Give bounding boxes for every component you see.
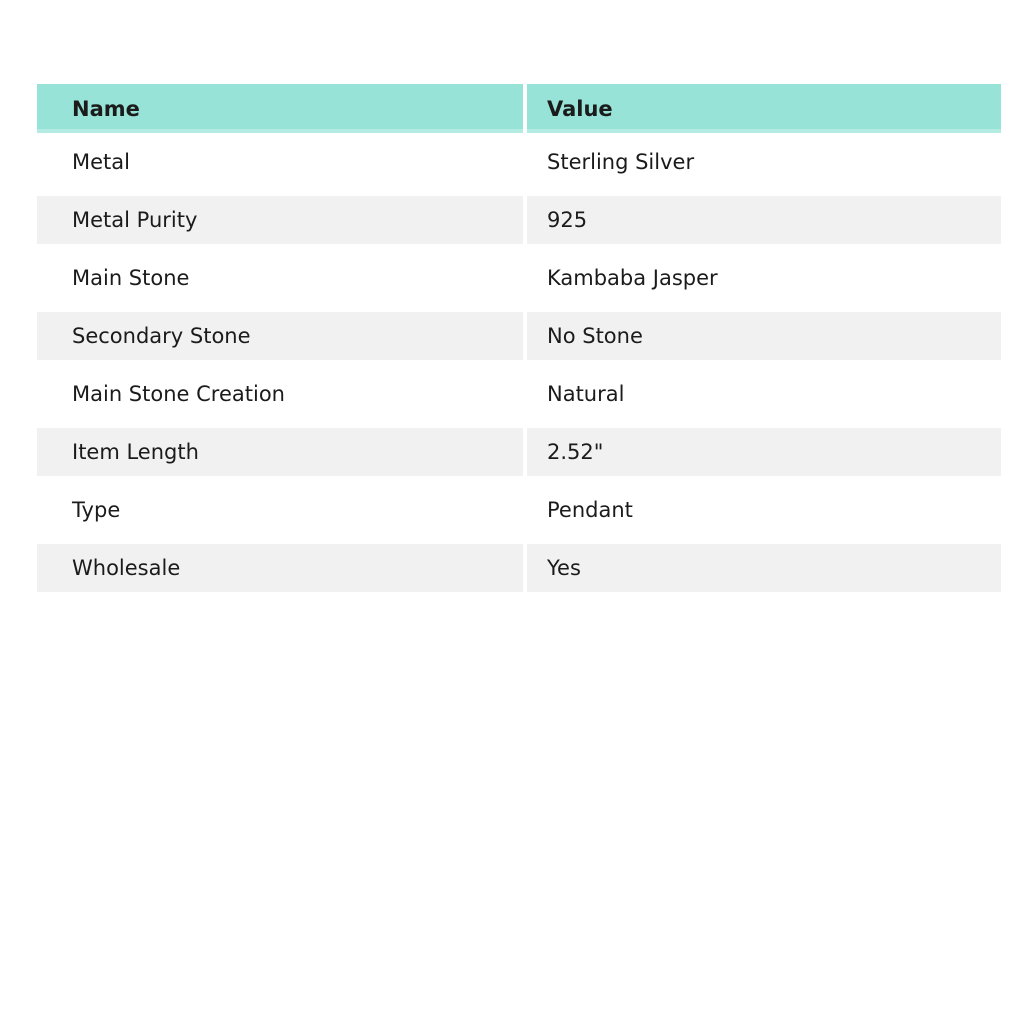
row-value-cell: No Stone <box>523 307 1001 365</box>
row-name-cell: Secondary Stone <box>37 307 523 365</box>
spec-table-body <box>37 133 1001 597</box>
row-name-cell: Main Stone <box>37 249 523 307</box>
column-header-name: Name <box>37 84 523 133</box>
table-row <box>37 539 1001 597</box>
table-row <box>37 365 1001 423</box>
row-name-cell: Item Length <box>37 423 523 481</box>
row-name-cell: Metal Purity <box>37 191 523 249</box>
row-name-cell: Wholesale <box>37 539 523 597</box>
row-name-cell: Main Stone Creation <box>37 365 523 423</box>
row-value-cell: Kambaba Jasper <box>523 249 1001 307</box>
row-name-cell: Type <box>37 481 523 539</box>
spec-table <box>37 84 1001 597</box>
table-header-row <box>37 84 1001 133</box>
table-row <box>37 423 1001 481</box>
table-row <box>37 481 1001 539</box>
row-value-cell: Pendant <box>523 481 1001 539</box>
table-row <box>37 191 1001 249</box>
table-row <box>37 249 1001 307</box>
row-value-cell: Yes <box>523 539 1001 597</box>
column-header-value: Value <box>523 84 1001 133</box>
row-name-cell: Metal <box>37 133 523 191</box>
row-value-cell: 2.52" <box>523 423 1001 481</box>
row-value-cell: 925 <box>523 191 1001 249</box>
table-row <box>37 307 1001 365</box>
table-row <box>37 133 1001 191</box>
row-value-cell: Sterling Silver <box>523 133 1001 191</box>
row-value-cell: Natural <box>523 365 1001 423</box>
